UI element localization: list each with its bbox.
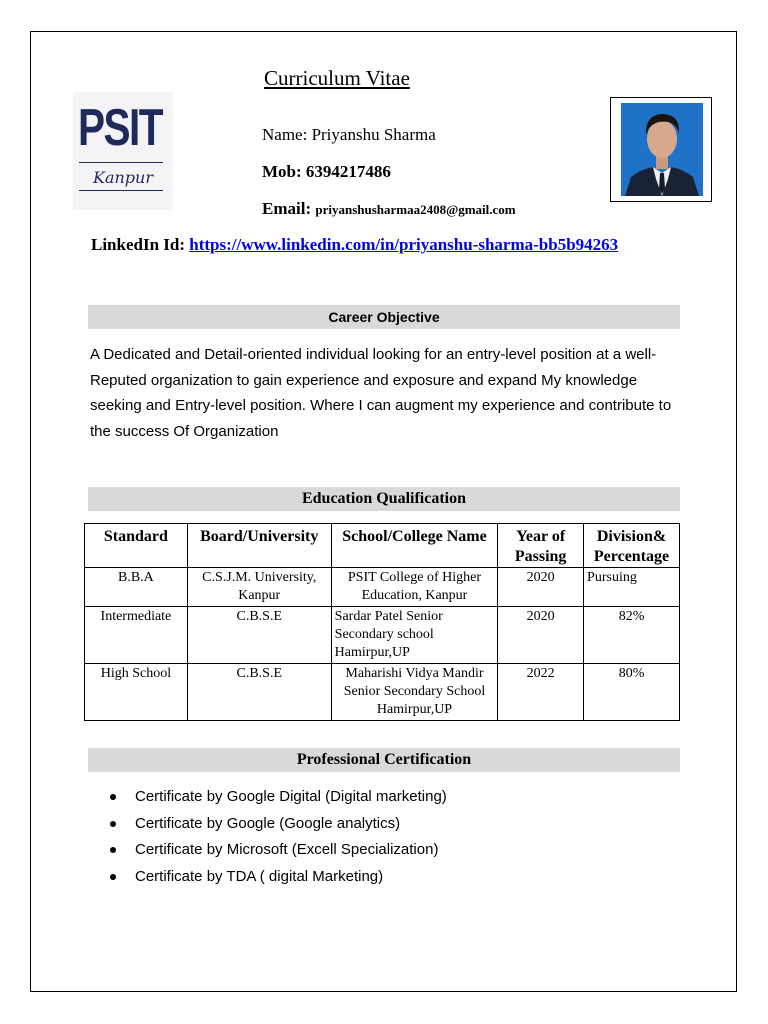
column-header: Year of Passing [498, 524, 584, 568]
cell-division: 80% [584, 664, 680, 721]
document-title: Curriculum Vitae [264, 66, 410, 90]
bullet-icon [110, 847, 116, 853]
column-header: Board/University [187, 524, 331, 568]
cell-year: 2022 [498, 664, 584, 721]
cell-division: 82% [584, 607, 680, 664]
list-item [110, 788, 447, 815]
profile-photo [610, 97, 712, 202]
logo-divider-bottom [79, 190, 163, 191]
cell-standard: High School [85, 664, 188, 721]
cell-year: 2020 [498, 607, 584, 664]
cell-school: Sardar Patel Senior Secondary school Hamirpur,UP [331, 607, 498, 664]
logo-divider-top [79, 162, 163, 163]
person-silhouette [621, 103, 703, 196]
cell-school: PSIT College of Higher Education, Kanpur [331, 568, 498, 607]
cell-standard: Intermediate [85, 607, 188, 664]
psit-logo [73, 92, 173, 210]
cell-year: 2020 [498, 568, 584, 607]
certification-heading: Professional Certification [88, 748, 680, 772]
career-objective-text: A Dedicated and Detail-oriented individual looking for an entry-level position at a well-Reputed organization to gain experience and exposure and expand My knowledge seeking and Entry-level position. Where I can augment my experience and contribute to the success Of Organization [90, 346, 672, 440]
candidate-name: Name: Priyanshu Sharma [262, 125, 436, 144]
certification-list [110, 788, 447, 894]
email-label: Email: [262, 199, 312, 218]
certification-text: Certificate by Microsoft (Excell Specialization) [135, 841, 439, 858]
email-value: priyanshusharmaa2408@gmail.com [315, 202, 516, 217]
column-header: Standard [85, 524, 188, 568]
mobile-number: Mob: 6394217486 [262, 162, 391, 181]
table-header-row [85, 524, 680, 568]
certification-text: Certificate by Google Digital (Digital marketing) [135, 788, 447, 805]
education-table [84, 523, 680, 721]
linkedin-line [91, 235, 618, 255]
column-header: School/College Name [331, 524, 498, 568]
table-row [85, 607, 680, 664]
list-item [110, 841, 447, 868]
cell-standard: B.B.A [85, 568, 188, 607]
certification-text: Certificate by Google (Google analytics) [135, 814, 401, 832]
table-row [85, 568, 680, 607]
bullet-icon [110, 874, 116, 880]
career-objective-heading: Career Objective [88, 305, 680, 329]
photo-background [621, 103, 703, 196]
cell-board: C.B.S.E [187, 607, 331, 664]
cell-board: C.B.S.E [187, 664, 331, 721]
education-heading: Education Qualification [88, 487, 680, 511]
cell-board: C.S.J.M. University, Kanpur [187, 568, 331, 607]
logo-subtext: Kanpur [93, 168, 153, 187]
cell-school: Maharishi Vidya Mandir Senior Secondary School Hamirpur,UP [331, 664, 498, 721]
cell-division: Pursuing [584, 568, 680, 607]
table-row [85, 664, 680, 721]
certification-text: Certificate by TDA ( digital Marketing) [135, 867, 384, 885]
logo-text: PSIT [78, 99, 162, 157]
email-line [262, 199, 516, 219]
list-item [110, 815, 447, 842]
linkedin-label: LinkedIn Id: [91, 235, 186, 254]
linkedin-link[interactable]: https://www.linkedin.com/in/priyanshu-sharma-bb5b94263 [189, 235, 619, 254]
bullet-icon [110, 794, 116, 800]
column-header: Division& Percentage [584, 524, 680, 568]
bullet-icon [110, 821, 116, 827]
list-item [110, 868, 447, 895]
